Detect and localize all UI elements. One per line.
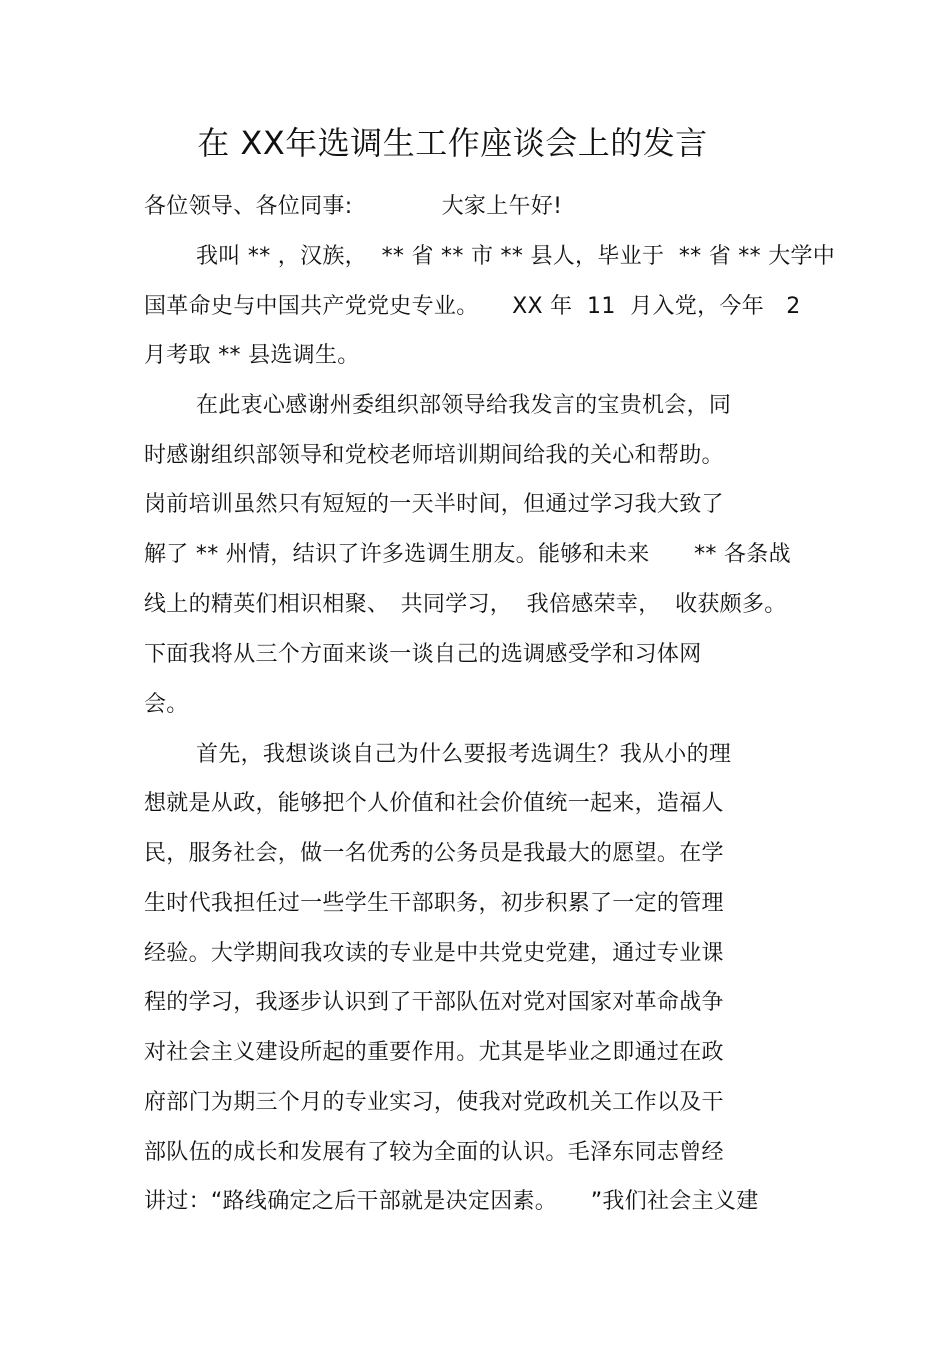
paragraph-line: 生时代我担任过一些学生干部职务，初步积累了一定的管理 [144, 891, 724, 916]
paragraph-line: 对社会主义建设所起的重要作用。尤其是毕业之即通过在政 [144, 1040, 724, 1065]
paragraph-line: 想就是从政，能够把个人价值和社会价值统一起来，造福人 [144, 791, 724, 816]
paragraph-line: 国革命史与中国共产党党史专业。 XX 年 11 月入党，今年 2 [144, 294, 801, 319]
paragraph-line: 府部门为期三个月的专业实习，使我对党政机关工作以及干 [144, 1090, 724, 1115]
paragraph-line: 解了 ** 州情，结识了许多选调生朋友。能够和未来 ** 各条战 [144, 542, 791, 567]
paragraph-line: 会。 [144, 692, 189, 717]
paragraph-line: 民，服务社会，做一名优秀的公务员是我最大的愿望。在学 [144, 841, 724, 866]
paragraph-line: 月考取 ** 县选调生。 [144, 343, 360, 368]
paragraph-line: 线上的精英们相识相聚、 共同学习， 我倍感荣幸， 收获颇多。 [144, 592, 787, 617]
paragraph-line: 部队伍的成长和发展有了较为全面的认识。毛泽东同志曾经 [144, 1140, 724, 1165]
paragraph-line: 下面我将从三个方面来谈一谈自己的选调感受学和习体网 [144, 642, 702, 667]
paragraph-line: 岗前培训虽然只有短短的一天半时间，但通过学习我大致了 [144, 492, 724, 517]
paragraph-line: 程的学习，我逐步认识到了干部队伍对党对国家对革命战争 [144, 990, 724, 1015]
paragraph-line: 首先，我想谈谈自己为什么要报考选调生？我从小的理 [196, 742, 732, 767]
paragraph-line: 在此衷心感谢州委组织部领导给我发言的宝贵机会，同 [196, 393, 732, 418]
salutation-line: 各位领导、各位同事: 大家上午好! [144, 194, 563, 219]
paragraph-line: 我叫 ** ，汉族， ** 省 ** 市 ** 县人，毕业于 ** 省 ** 大学中 [196, 244, 836, 269]
paragraph-line: 经验。大学期间我攻读的专业是中共党史党建，通过专业课 [144, 941, 724, 966]
paragraph-line: 时感谢组织部领导和党校老师培训期间给我的关心和帮助。 [144, 443, 724, 468]
document-title: 在 XX年选调生工作座谈会上的发言 [197, 124, 708, 162]
paragraph-line: 讲过：“路线确定之后干部就是决定因素。 ”我们社会主义建 [144, 1189, 759, 1214]
